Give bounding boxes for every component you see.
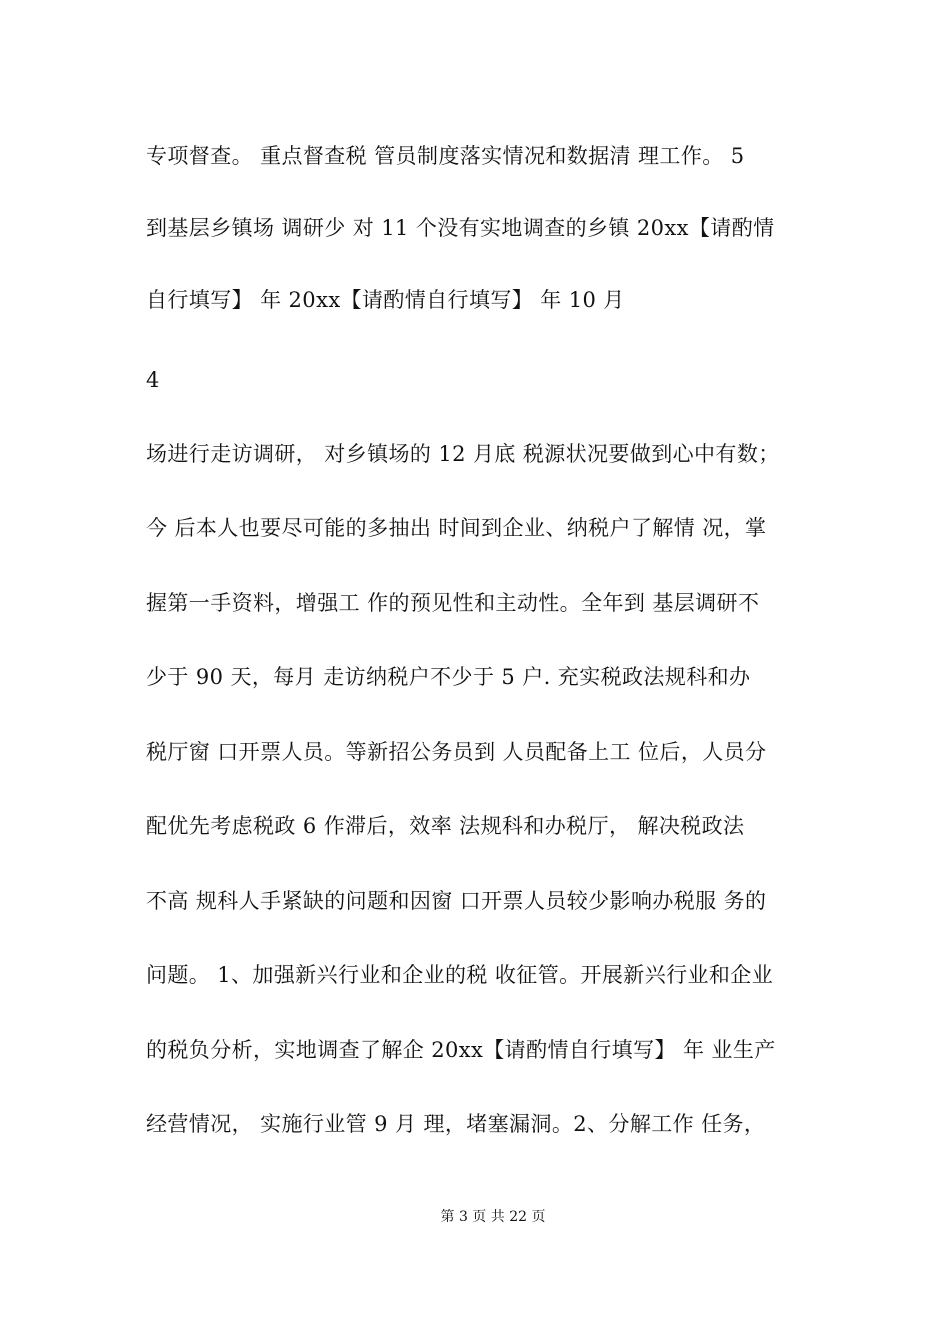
text-line-8: 少于 90 天，每月 走访纳税户不少于 5 户. 充实税政法规科和办 xyxy=(146,665,751,689)
text-line-5: 场进行走访调研， 对乡镇场的 12 月底 税源状况要做到心中有数； xyxy=(146,442,780,466)
text-line-7: 握第一手资料，增强工 作的预见性和主动性。全年到 基层调研不 xyxy=(146,591,760,615)
text-line-1: 专项督查。 重点督查税 管员制度落实情况和数据清 理工作。 5 xyxy=(146,144,745,168)
text-line-13: 的税负分析，实地调查了解企 20xx【请酌情自行填写】 年 业生产 xyxy=(146,1038,776,1062)
text-line-10: 配优先考虑税政 6 作滞后，效率 法规科和办税厅， 解决税政法 xyxy=(146,814,745,838)
text-line-9: 税厅窗 口开票人员。等新招公务员到 人员配备上工 位后，人员分 xyxy=(146,740,767,764)
page-number-footer: 第 3 页 共 22 页 xyxy=(440,1209,546,1225)
text-line-12: 问题。 1、加强新兴行业和企业的税 收征管。开展新兴行业和企业 xyxy=(146,963,774,987)
text-line-11: 不高 规科人手紧缺的问题和因窗 口开票人员较少影响办税服 务的 xyxy=(146,889,767,913)
text-line-6: 今 后本人也要尽可能的多抽出 时间到企业、纳税户了解情 况，掌 xyxy=(146,516,767,540)
text-line-4: 4 xyxy=(146,368,160,392)
text-line-14: 经营情况， 实施行业管 9 月 理，堵塞漏洞。2、分解工作 任务， xyxy=(146,1112,766,1136)
text-line-2: 到基层乡镇场 调研少 对 11 个没有实地调查的乡镇 20xx【请酌情 xyxy=(146,216,775,240)
text-line-3: 自行填写】 年 20xx【请酌情自行填写】 年 10 月 xyxy=(146,288,625,312)
